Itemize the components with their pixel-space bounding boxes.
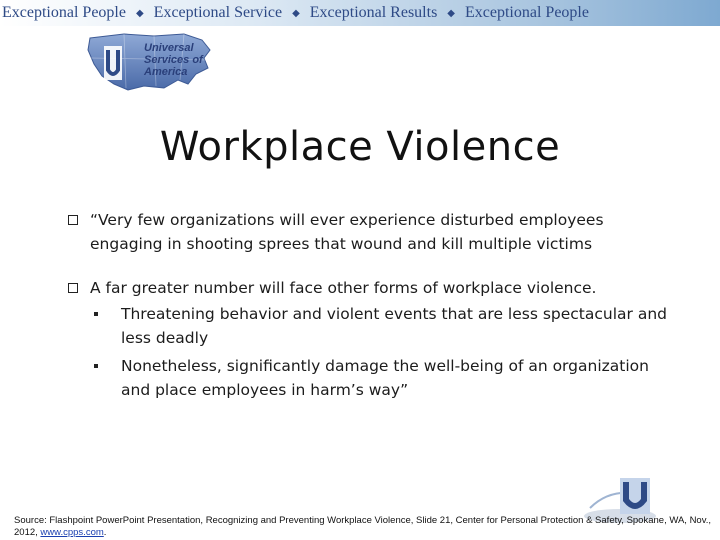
logo-line: Universal [144, 42, 194, 54]
logo-line: America [144, 66, 188, 78]
source-text: Source: Flashpoint PowerPoint Presentation, Recognizing and Preventing Workplace Violence, Slide 21, Center for Personal Protection & Safety, Spokane, WA, Nov., 2012, [14, 515, 712, 538]
bullet-text: “Very few organizations will ever experience disturbed employees engaging in shooting sprees that wound and kill multiple victims [90, 211, 604, 253]
sub-list [68, 302, 678, 402]
banner-phrase: Exceptional People [465, 4, 589, 21]
diamond-separator-icon: ◆ [292, 7, 300, 19]
square-bullet-icon [94, 312, 98, 316]
sub-list-item [68, 354, 678, 402]
slide-content [68, 208, 678, 406]
diamond-separator-icon: ◆ [447, 7, 455, 19]
logo-text [144, 42, 203, 78]
banner-phrase: Exceptional Service [153, 4, 283, 21]
company-logo [84, 28, 224, 98]
slide-title: Workplace Violence [159, 124, 561, 170]
sub-bullet-text: Threatening behavior and violent events that are less spectacular and less deadly [121, 305, 667, 347]
sub-bullet-text: Nonetheless, significantly damage the well-being of an organization and place employees in harm’s way” [121, 357, 649, 399]
checkbox-bullet-icon [68, 215, 78, 225]
source-link[interactable]: www.cpps.com [40, 527, 104, 538]
sub-list-item [68, 302, 678, 350]
list-item [68, 208, 678, 256]
checkbox-bullet-icon [68, 283, 78, 293]
list-item [68, 276, 678, 300]
banner-phrase: Exceptional People [2, 4, 126, 21]
bullet-text: A far greater number will face other forms of workplace violence. [90, 279, 597, 297]
source-end: . [103, 527, 107, 538]
source-citation [14, 515, 714, 539]
banner-phrase: Exceptional Results [309, 4, 438, 21]
top-banner [0, 0, 720, 26]
diamond-separator-icon: ◆ [135, 7, 144, 19]
logo-line: Services of [144, 54, 203, 66]
square-bullet-icon [94, 364, 98, 368]
